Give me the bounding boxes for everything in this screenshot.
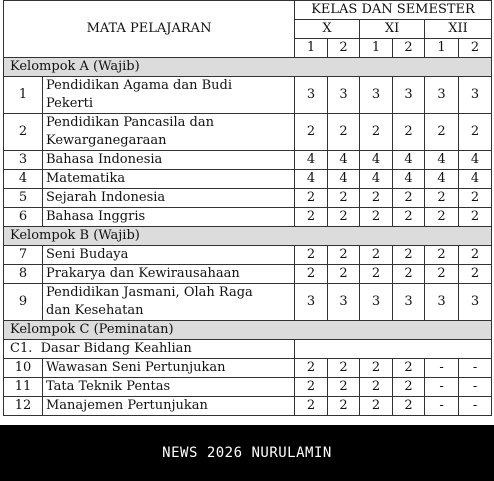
subject-name-line: Pekerti	[46, 96, 94, 111]
table-row	[4, 189, 492, 208]
subject-name-line: Wawasan Seni Pertunjukan	[46, 360, 226, 375]
group-label: Kelompok B (Wajib)	[4, 227, 492, 246]
hours-cell: 4	[360, 151, 393, 170]
subject-name	[43, 359, 295, 378]
hours-cell: 4	[425, 170, 459, 189]
subject-name-line: Sejarah Indonesia	[46, 190, 166, 205]
hours-cell: 2	[459, 208, 492, 227]
table-row	[4, 151, 492, 170]
table-row	[4, 284, 492, 321]
table-row	[4, 359, 492, 378]
hours-cell: 2	[328, 189, 360, 208]
hours-cell: 2	[328, 114, 360, 151]
hours-cell: 3	[393, 77, 425, 114]
table-row	[4, 246, 492, 265]
table-row	[4, 208, 492, 227]
hours-cell: 3	[360, 77, 393, 114]
hours-cell: 2	[328, 208, 360, 227]
hours-cell: 2	[295, 378, 328, 397]
hours-cell: -	[425, 359, 459, 378]
kelas-x-header: X	[295, 20, 360, 39]
row-number: 1	[4, 77, 43, 114]
hours-cell: -	[459, 378, 492, 397]
hours-cell: 2	[328, 378, 360, 397]
hours-cell: 2	[328, 246, 360, 265]
subject-name-line: Pendidikan Jasmani, Olah Raga	[46, 285, 253, 300]
subject-name	[43, 170, 295, 189]
hours-cell: 2	[393, 378, 425, 397]
hours-cell: 2	[328, 397, 360, 416]
watermark-banner	[0, 425, 494, 481]
semester-header: 1	[360, 39, 393, 58]
group-row	[4, 58, 492, 77]
table-row	[4, 170, 492, 189]
row-number: 10	[4, 359, 43, 378]
hours-cell: 3	[459, 77, 492, 114]
subject-name	[43, 246, 295, 265]
hours-cell: 2	[393, 246, 425, 265]
subject-name-line: Manajemen Pertunjukan	[46, 398, 208, 413]
hours-cell: 2	[393, 397, 425, 416]
hours-cell: 2	[360, 378, 393, 397]
subject-name	[43, 208, 295, 227]
subject-name-line: Kewarganegaraan	[46, 133, 167, 148]
table-row	[4, 265, 492, 284]
hours-cell: 2	[393, 208, 425, 227]
hours-cell: 2	[425, 114, 459, 151]
watermark-text: NEWS 2026 NURULAMIN	[162, 445, 332, 461]
kelas-xii-header: XII	[425, 20, 492, 39]
hours-cell: 3	[295, 77, 328, 114]
subject-name-line: Matematika	[46, 171, 126, 186]
hours-cell: 2	[393, 359, 425, 378]
hours-cell: 4	[425, 151, 459, 170]
semester-header: 2	[459, 39, 492, 58]
subject-name-line: Seni Budaya	[46, 247, 129, 262]
hours-cell: 2	[360, 397, 393, 416]
table-body	[4, 58, 492, 416]
group-row	[4, 321, 492, 340]
hours-cell: 4	[328, 151, 360, 170]
hours-cell: 4	[393, 151, 425, 170]
hours-cell: 2	[393, 114, 425, 151]
subject-name-line: Bahasa Inggris	[46, 209, 146, 224]
subject-name-line: Pendidikan Pancasila dan	[46, 115, 214, 130]
row-number: 5	[4, 189, 43, 208]
hours-cell: 2	[360, 114, 393, 151]
table-row	[4, 114, 492, 151]
table-row	[4, 378, 492, 397]
subgroup-row	[4, 340, 492, 359]
semester-header: 1	[295, 39, 328, 58]
subject-name	[43, 284, 295, 321]
subject-name-line: Bahasa Indonesia	[46, 152, 163, 167]
subject-name	[43, 114, 295, 151]
hours-cell: 2	[295, 189, 328, 208]
row-number: 2	[4, 114, 43, 151]
mata-pelajaran-header: MATA PELAJARAN	[4, 1, 295, 58]
row-number: 8	[4, 265, 43, 284]
table-header	[4, 1, 492, 58]
hours-cell: -	[425, 397, 459, 416]
hours-cell: 2	[425, 189, 459, 208]
hours-cell: 4	[459, 151, 492, 170]
hours-cell: 2	[425, 265, 459, 284]
group-label: Kelompok C (Peminatan)	[4, 321, 492, 340]
group-label: Kelompok A (Wajib)	[4, 58, 492, 77]
kelas-xi-header: XI	[360, 20, 425, 39]
hours-cell: 2	[328, 359, 360, 378]
subject-name-line: Tata Teknik Pentas	[46, 379, 171, 394]
subject-name-line: dan Kesehatan	[46, 303, 144, 318]
curriculum-table-wrapper	[3, 0, 491, 416]
row-number: 9	[4, 284, 43, 321]
curriculum-table	[3, 0, 492, 416]
subject-name	[43, 397, 295, 416]
hours-cell: 2	[328, 265, 360, 284]
hours-cell: 4	[393, 170, 425, 189]
group-row	[4, 227, 492, 246]
hours-cell: 2	[459, 265, 492, 284]
subject-name	[43, 77, 295, 114]
hours-cell: 2	[295, 208, 328, 227]
subject-name	[43, 265, 295, 284]
hours-cell: -	[459, 397, 492, 416]
subject-name	[43, 189, 295, 208]
hours-cell: 2	[459, 114, 492, 151]
hours-cell: 4	[459, 170, 492, 189]
kelas-semester-header: KELAS DAN SEMESTER	[295, 1, 492, 20]
semester-header: 2	[328, 39, 360, 58]
semester-header: 1	[425, 39, 459, 58]
hours-cell: 2	[425, 246, 459, 265]
hours-cell: 2	[459, 189, 492, 208]
hours-cell: 3	[393, 284, 425, 321]
hours-cell: 4	[360, 170, 393, 189]
row-number: 4	[4, 170, 43, 189]
hours-cell: 3	[459, 284, 492, 321]
hours-cell: 3	[328, 77, 360, 114]
hours-cell: 3	[295, 284, 328, 321]
hours-cell: 2	[393, 265, 425, 284]
hours-cell: 2	[425, 208, 459, 227]
hours-cell: 3	[425, 284, 459, 321]
subject-name-line: Pendidikan Agama dan Budi	[46, 78, 232, 93]
row-number: 7	[4, 246, 43, 265]
hours-cell: 4	[295, 170, 328, 189]
hours-cell: 2	[295, 397, 328, 416]
row-number: 11	[4, 378, 43, 397]
hours-cell: 2	[295, 246, 328, 265]
hours-cell: 4	[295, 151, 328, 170]
hours-cell: 2	[295, 359, 328, 378]
hours-cell: -	[459, 359, 492, 378]
subgroup-label: C1. Dasar Bidang Keahlian	[4, 340, 295, 359]
hours-cell: -	[425, 378, 459, 397]
table-row	[4, 397, 492, 416]
subject-name	[43, 151, 295, 170]
row-number: 6	[4, 208, 43, 227]
hours-cell: 2	[360, 265, 393, 284]
hours-cell: 2	[393, 189, 425, 208]
hours-cell: 3	[425, 77, 459, 114]
hours-cell: 2	[295, 114, 328, 151]
row-number: 3	[4, 151, 43, 170]
hours-cell: 4	[328, 170, 360, 189]
subgroup-empty-cell	[295, 340, 492, 359]
hours-cell: 2	[360, 189, 393, 208]
hours-cell: 2	[360, 208, 393, 227]
hours-cell: 3	[360, 284, 393, 321]
subject-name	[43, 378, 295, 397]
hours-cell: 2	[459, 246, 492, 265]
semester-header: 2	[393, 39, 425, 58]
subject-name-line: Prakarya dan Kewirausahaan	[46, 266, 240, 281]
hours-cell: 3	[328, 284, 360, 321]
hours-cell: 2	[360, 246, 393, 265]
table-row	[4, 77, 492, 114]
hours-cell: 2	[360, 359, 393, 378]
row-number: 12	[4, 397, 43, 416]
hours-cell: 2	[295, 265, 328, 284]
